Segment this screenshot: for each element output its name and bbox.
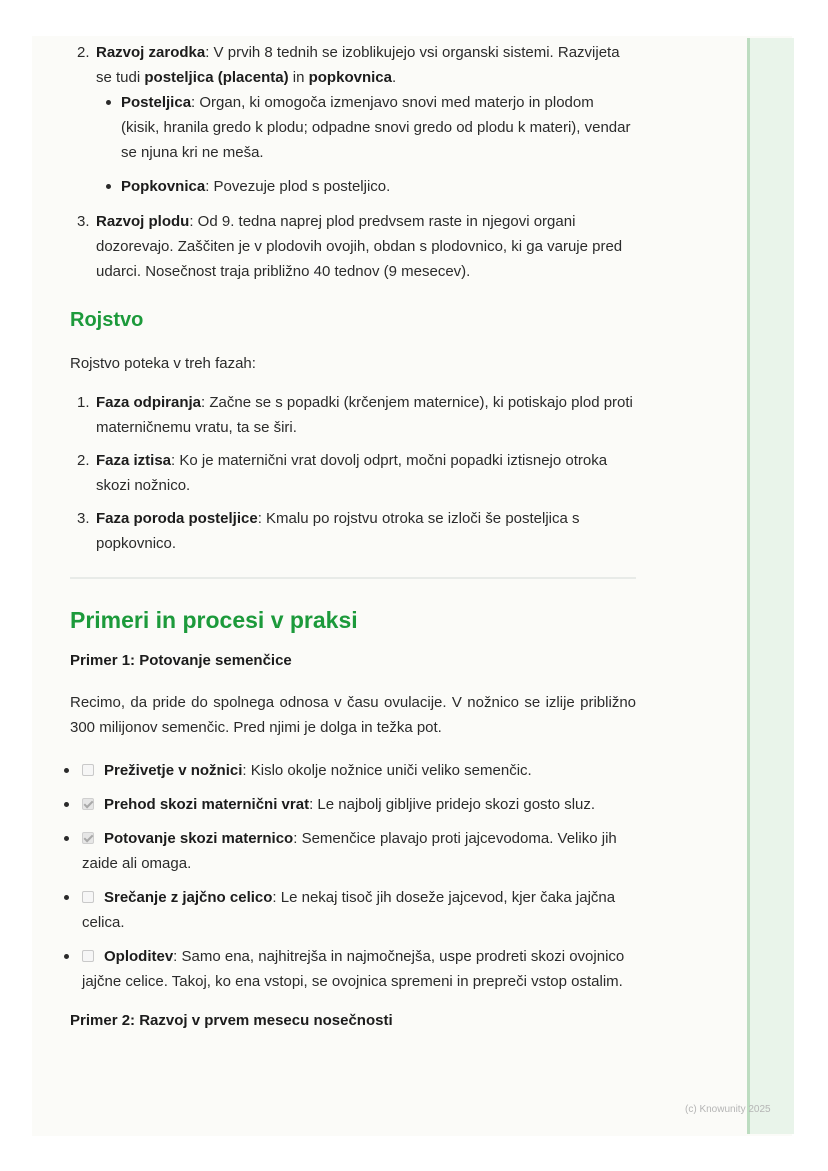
birth-phases-list bbox=[70, 390, 636, 556]
example1-title: Primer 1: Potovanje semenčice bbox=[70, 652, 292, 669]
sub-list bbox=[96, 90, 636, 199]
sub-item-popkovnica bbox=[121, 174, 636, 199]
item-text: : Povezuje plod s posteljico. bbox=[205, 178, 391, 195]
item-text: : Le najbolj gibljive pridejo skozi gosto sluz. bbox=[309, 796, 596, 813]
section-heading-rojstvo: Rojstvo bbox=[70, 309, 144, 331]
list-item-phase bbox=[77, 448, 636, 498]
list-item-razvoj-plodu bbox=[77, 209, 636, 284]
item-text: : Začne se s popadki (krčenjem maternice), ki potiskajo plod proti materničnemu vratu, ta se širi. bbox=[96, 394, 633, 436]
item-text: . bbox=[391, 69, 397, 86]
document-content bbox=[70, 40, 636, 1033]
term: popkovnica bbox=[308, 69, 392, 86]
checklist bbox=[70, 758, 636, 994]
term: Razvoj zarodka bbox=[96, 44, 206, 61]
list-number: 2. bbox=[77, 44, 90, 61]
divider bbox=[70, 577, 636, 579]
item-text: in bbox=[288, 69, 309, 86]
item-text: : Kmalu po rojstvu otroka se izloči še posteljica s popkovnico. bbox=[96, 510, 580, 552]
term: Faza odpiranja bbox=[96, 394, 202, 411]
birth-intro: Rojstvo poteka v treh fazah: bbox=[70, 355, 256, 372]
list-item-razvoj-zarodka bbox=[77, 40, 636, 199]
development-list bbox=[70, 40, 636, 284]
list-number: 3. bbox=[77, 213, 90, 230]
sub-item-posteljica bbox=[121, 90, 636, 165]
checklist-item bbox=[82, 792, 636, 817]
checkbox[interactable] bbox=[82, 891, 94, 903]
item-text: : Kislo okolje nožnice uniči veliko semenčic. bbox=[242, 762, 532, 779]
item-text: : Organ, ki omogoča izmenjavo snovi med materjo in plodom (kisik, hranila gredo k plodu; odpadne snovi gredo od plodu k materi), vendar se njuna kri ne meša. bbox=[121, 94, 631, 161]
term: Srečanje z jajčno celico bbox=[104, 889, 273, 906]
term: Faza iztisa bbox=[96, 452, 172, 469]
term: Popkovnica bbox=[121, 178, 206, 195]
term: Oploditev bbox=[104, 948, 174, 965]
list-number: 3. bbox=[77, 510, 90, 527]
side-panel bbox=[747, 38, 794, 1134]
checkbox[interactable] bbox=[82, 950, 94, 962]
checkbox[interactable] bbox=[82, 798, 94, 810]
example2-title: Primer 2: Razvoj v prvem mesecu nosečnosti bbox=[70, 1012, 393, 1029]
term: Faza poroda posteljice bbox=[96, 510, 258, 527]
term: Razvoj plodu bbox=[96, 213, 190, 230]
term: Preživetje v nožnici bbox=[104, 762, 243, 779]
term: Potovanje skozi maternico bbox=[104, 830, 294, 847]
example1-intro: Recimo, da pride do spolnega odnosa v času ovulacije. V nožnico se izlije približno 300 milijonov semenčic. Pred njimi je dolga in težka pot. bbox=[70, 694, 636, 736]
list-item-phase bbox=[77, 506, 636, 556]
checklist-item bbox=[82, 944, 636, 994]
term: Prehod skozi maternični vrat bbox=[104, 796, 310, 813]
list-number: 1. bbox=[77, 394, 90, 411]
checkbox[interactable] bbox=[82, 832, 94, 844]
term: Posteljica bbox=[121, 94, 192, 111]
item-text: : Semenčice plavajo proti jajcevodoma. Veliko jih zaide ali omaga. bbox=[82, 830, 617, 872]
copyright: (c) Knowunity 2025 bbox=[685, 1104, 771, 1115]
item-text: : Ko je maternični vrat dovolj odprt, močni popadki iztisnejo otroka skozi nožnico. bbox=[96, 452, 608, 494]
item-text: : Samo ena, najhitrejša in najmočnejša, uspe prodreti skozi ovojnico jajčne celice. Takoj, ko ena vstopi, se ovojnica spremeni in prepreči vstop ostalim. bbox=[82, 948, 625, 990]
list-item-phase bbox=[77, 390, 636, 440]
checklist-item bbox=[82, 885, 636, 935]
item-text: : Le nekaj tisoč jih doseže jajcevod, kjer čaka jajčna celica. bbox=[82, 889, 616, 931]
list-number: 2. bbox=[77, 452, 90, 469]
item-text: : Od 9. tedna naprej plod predvsem raste in njegovi organi dozorevajo. Zaščiten je v plodovih ovojih, obdan s plodovnico, ki ga varuje pred udarci. Nosečnost traja približno 40 tednov (9 mesecev). bbox=[96, 213, 623, 280]
term: posteljica (placenta) bbox=[144, 69, 289, 86]
checklist-item bbox=[82, 758, 636, 783]
item-text: : V prvih 8 tednih se izoblikujejo vsi organski sistemi. Razvijeta se tudi bbox=[96, 44, 620, 86]
checkbox[interactable] bbox=[82, 764, 94, 776]
checklist-item bbox=[82, 826, 636, 876]
section-heading-primeri: Primeri in procesi v praksi bbox=[70, 607, 358, 633]
